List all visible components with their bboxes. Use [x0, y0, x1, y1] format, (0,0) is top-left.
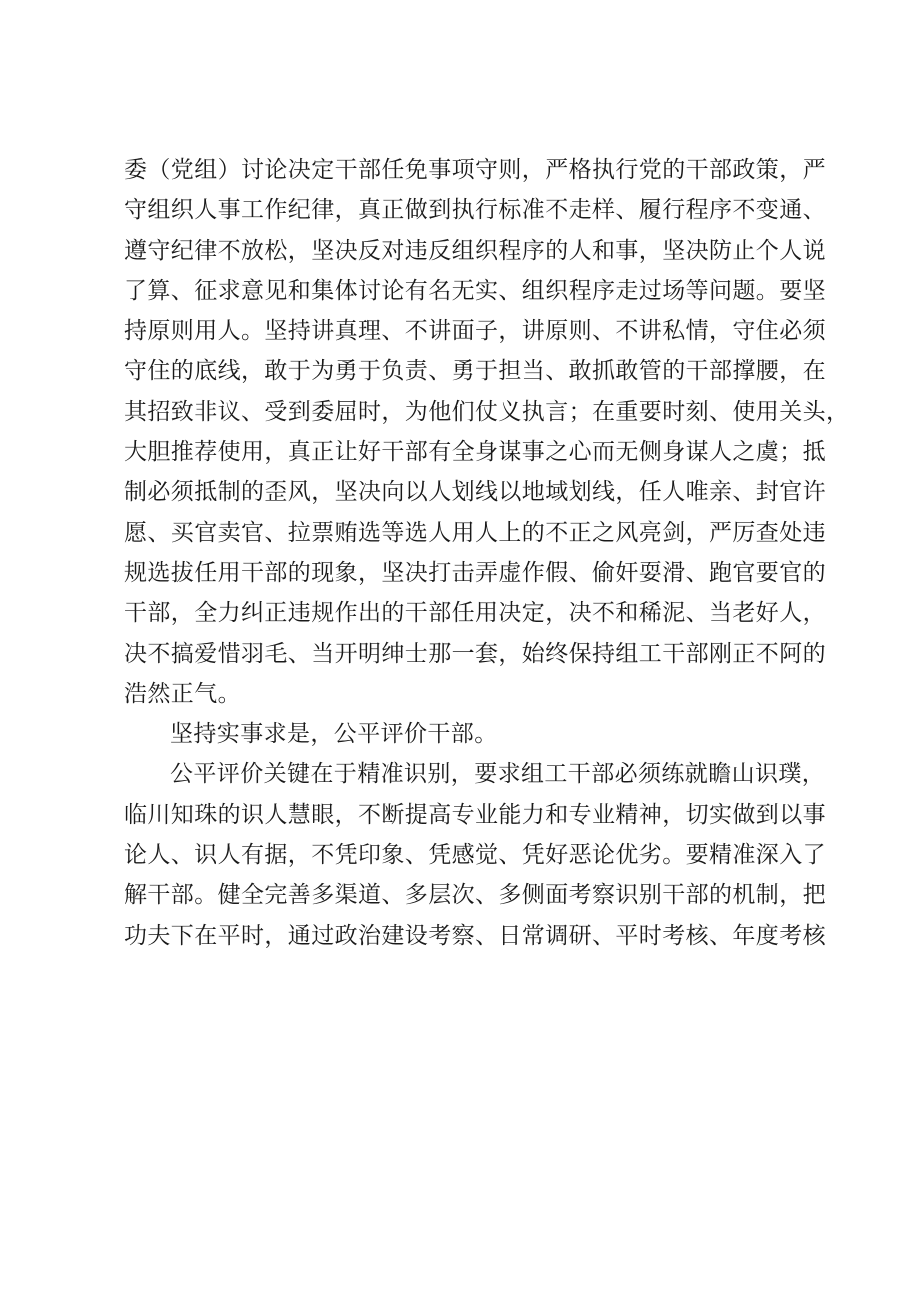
text-line: 浩然正气。 [124, 680, 241, 707]
text-line: 愿、买官卖官、拉票贿选等选人用人上的不正之风亮剑，严厉查处违 [124, 519, 826, 546]
text-line: 解干部。健全完善多渠道、多层次、多侧面考察识别干部的机制，把 [124, 882, 826, 909]
section-heading: 坚持实事求是，公平评价干部。 [170, 721, 498, 748]
text-line: 论人、识人有据，不凭印象、凭感觉、凭好恶论优劣。要精准深入了 [124, 842, 826, 869]
text-line: 制必须抵制的歪风，坚决向以人划线以地域划线，任人唯亲、封官许 [124, 479, 826, 506]
text-line: 功夫下在平时，通过政治建设考察、日常调研、平时考核、年度考核 [124, 922, 826, 949]
text-line: 规选拔任用干部的现象，坚决打击弄虚作假、偷奸耍滑、跑官要官的 [124, 559, 826, 586]
text-line: 守住的底线，敢于为勇于负责、勇于担当、敢抓敢管的干部撑腰，在 [124, 358, 826, 385]
text-line: 决不搞爱惜羽毛、当开明绅士那一套，始终保持组工干部刚正不阿的 [124, 640, 826, 667]
text-line: 守组织人事工作纪律，真正做到执行标准不走样、履行程序不变通、 [124, 197, 826, 224]
text-line: 其招致非议、受到委屈时，为他们仗义执言；在重要时刻、使用关头， [124, 398, 850, 425]
text-line: 临川知珠的识人慧眼，不断提高专业能力和专业精神，切实做到以事 [124, 801, 826, 828]
text-line: 持原则用人。坚持讲真理、不讲面子，讲原则、不讲私情，守住必须 [124, 318, 826, 345]
text-line: 委（党组）讨论决定干部任免事项守则，严格执行党的干部政策，严 [124, 157, 826, 183]
text-line: 遵守纪律不放松，坚决反对违反组织程序的人和事，坚决防止个人说 [124, 237, 826, 264]
text-line: 了算、征求意见和集体讨论有名无实、组织程序走过场等问题。要坚 [124, 277, 826, 304]
paragraph-first-line: 公平评价关键在于精准识别，要求组工干部必须练就瞻山识璞， [170, 761, 826, 788]
text-line: 干部，全力纠正违规作出的干部任用决定，决不和稀泥、当老好人， [124, 600, 826, 627]
text-line: 大胆推荐使用，真正让好干部有全身谋事之心而无侧身谋人之虞；抵 [124, 439, 826, 466]
body-text [124, 150, 850, 956]
